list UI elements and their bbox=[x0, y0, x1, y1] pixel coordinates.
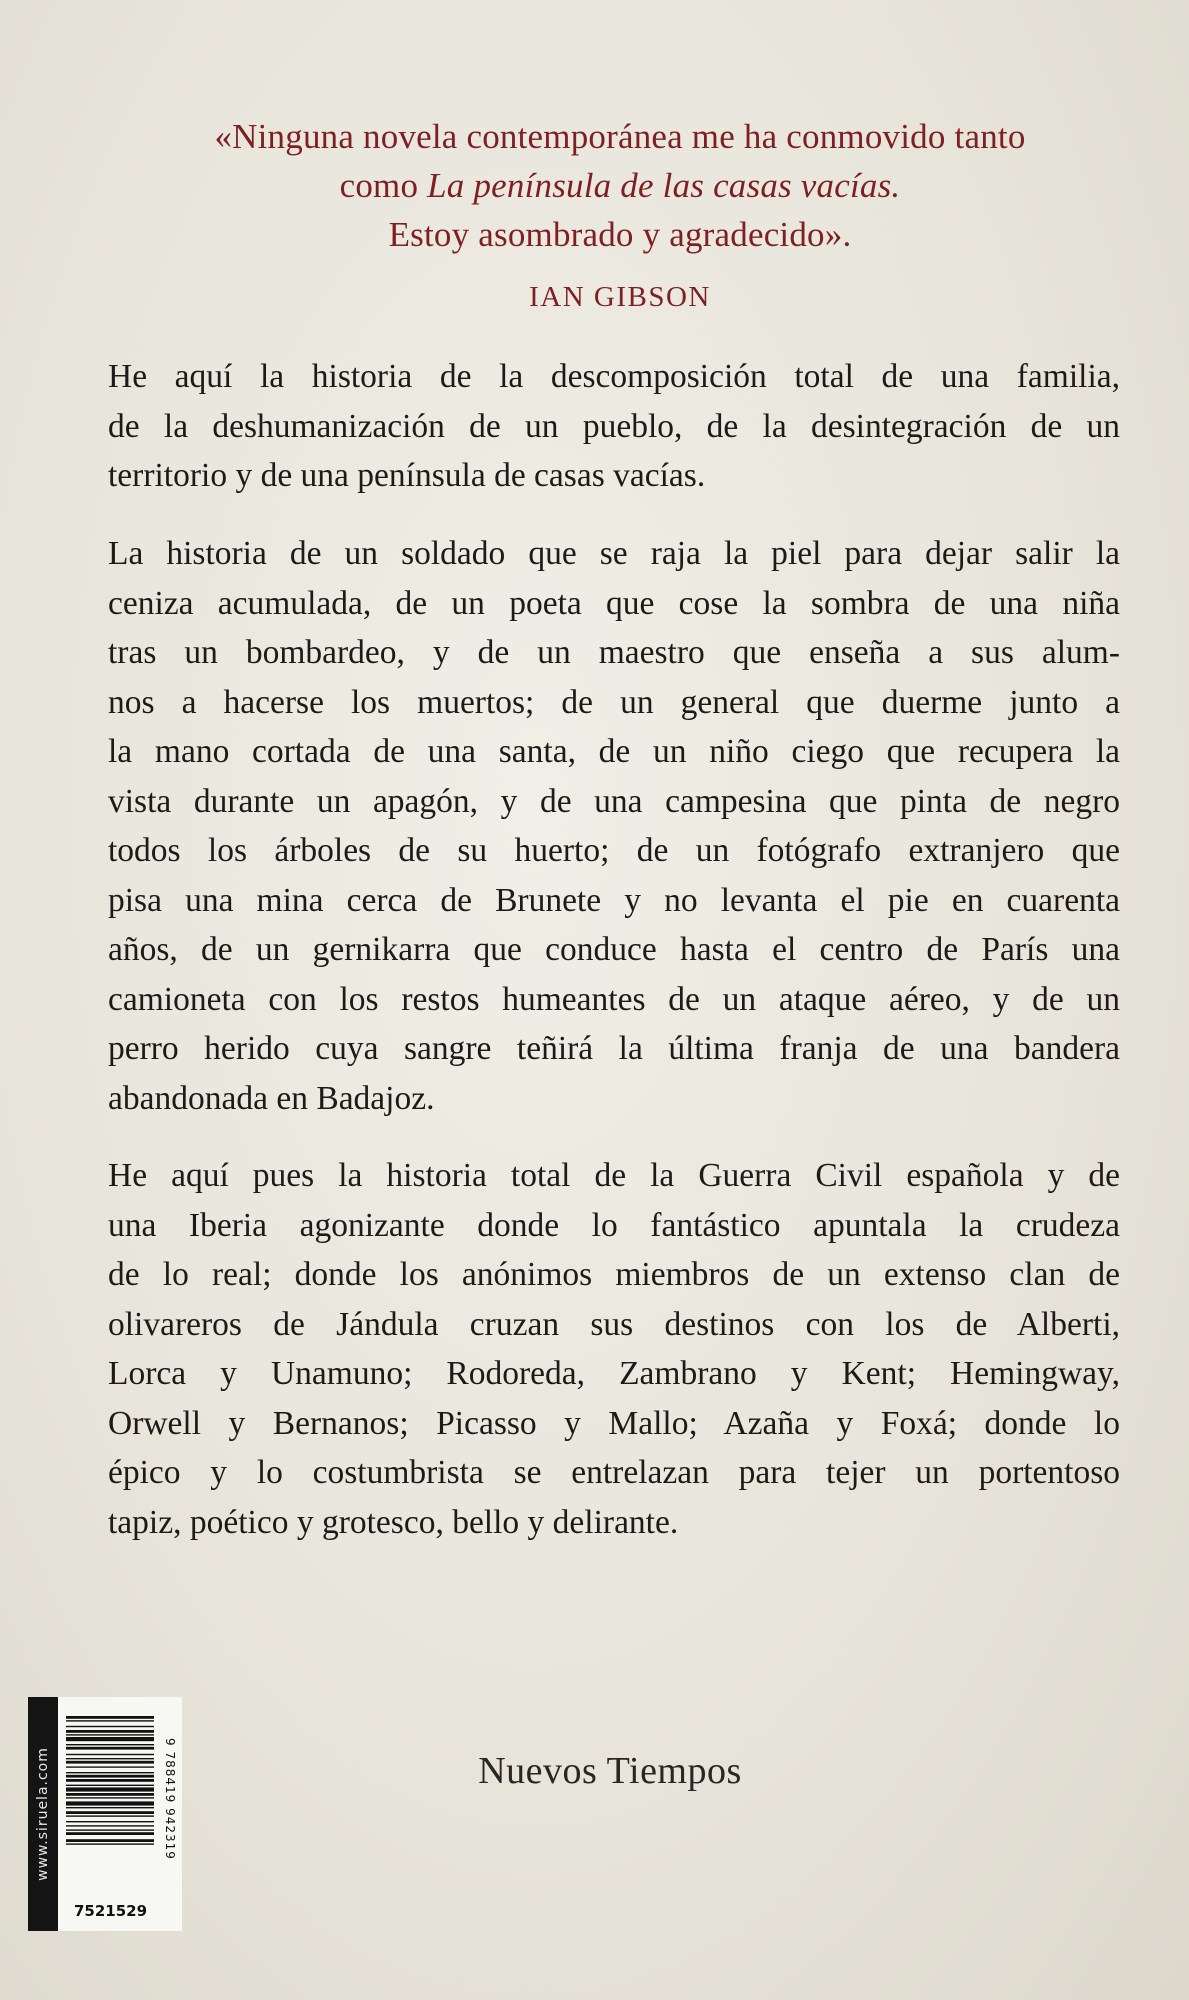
text-line: de la deshumanización de un pueblo, de la desintegración de un bbox=[108, 407, 1120, 445]
text-line: He aquí la historia de la descomposición total de una familia, bbox=[108, 358, 1120, 395]
synopsis-paragraph-1 bbox=[108, 352, 1120, 501]
blurb-quote bbox=[130, 112, 1110, 259]
series-name: Nuevos Tiempos bbox=[478, 1750, 742, 1792]
text-line: He aquí pues la historia total de la Guerra Civil española y de bbox=[108, 1157, 1120, 1194]
text-line: camioneta con los restos humeantes de un ataque aéreo, y de un bbox=[108, 980, 1120, 1018]
publisher-url: www.siruela.com bbox=[35, 1747, 52, 1881]
quote-line-2 bbox=[130, 161, 1110, 210]
synopsis-paragraph-2 bbox=[108, 529, 1120, 1123]
text-line: Orwell y Bernanos; Picasso y Mallo; Azaña y Foxá; donde lo bbox=[108, 1404, 1120, 1442]
quote-line-2-prefix: como bbox=[339, 166, 428, 205]
isbn-digits: 9 788419 942319 bbox=[163, 1738, 178, 1860]
text-line: La historia de un soldado que se raja la piel para dejar salir la bbox=[108, 535, 1120, 572]
text-line: Lorca y Unamuno; Rodoreda, Zambrano y Kent; Hemingway, bbox=[108, 1355, 1120, 1392]
text-line: años, de un gernikarra que conduce hasta el centro de París una bbox=[108, 931, 1120, 968]
text-line: olivareros de Jándula cruzan sus destinos con los de Alberti, bbox=[108, 1305, 1120, 1343]
text-line: perro herido cuya sangre teñirá la última franja de una bandera bbox=[108, 1030, 1120, 1067]
text-line: todos los árboles de su huerto; de un fotógrafo extranjero que bbox=[108, 832, 1120, 869]
product-code: 7521529 bbox=[74, 1902, 148, 1920]
text-line: tapiz, poético y grotesco, bello y delirante. bbox=[108, 1503, 679, 1541]
text-line: territorio y de una península de casas vacías. bbox=[108, 457, 706, 494]
synopsis-paragraph-3 bbox=[108, 1151, 1120, 1547]
text-line: abandonada en Badajoz. bbox=[108, 1079, 435, 1117]
text-line: de lo real; donde los anónimos miembros de un extenso clan de bbox=[108, 1256, 1120, 1293]
text-line: la mano cortada de una santa, de un niño ciego que recupera la bbox=[108, 733, 1120, 770]
quote-line-1: «Ninguna novela contemporánea me ha conmovido tanto bbox=[214, 117, 1026, 156]
quote-author: IAN GIBSON bbox=[529, 281, 711, 313]
book-title: La península de las casas vacías. bbox=[427, 166, 901, 205]
text-line: una Iberia agonizante donde lo fantástico apuntala la crudeza bbox=[108, 1206, 1120, 1244]
text-line: épico y lo costumbrista se entrelazan para tejer un portentoso bbox=[108, 1454, 1120, 1491]
text-line: ceniza acumulada, de un poeta que cose la sombra de una niña bbox=[108, 584, 1120, 622]
barcode-icon bbox=[66, 1714, 158, 1884]
text-line: nos a hacerse los muertos; de un general que duerme junto a bbox=[108, 683, 1120, 721]
text-line: vista durante un apagón, y de una campesina que pinta de negro bbox=[108, 782, 1120, 820]
text-line: pisa una mina cerca de Brunete y no levanta el pie en cuarenta bbox=[108, 881, 1120, 919]
text-line: tras un bombardeo, y de un maestro que enseña a sus alum- bbox=[108, 634, 1120, 671]
quote-line-3: Estoy asombrado y agradecido». bbox=[388, 215, 852, 254]
